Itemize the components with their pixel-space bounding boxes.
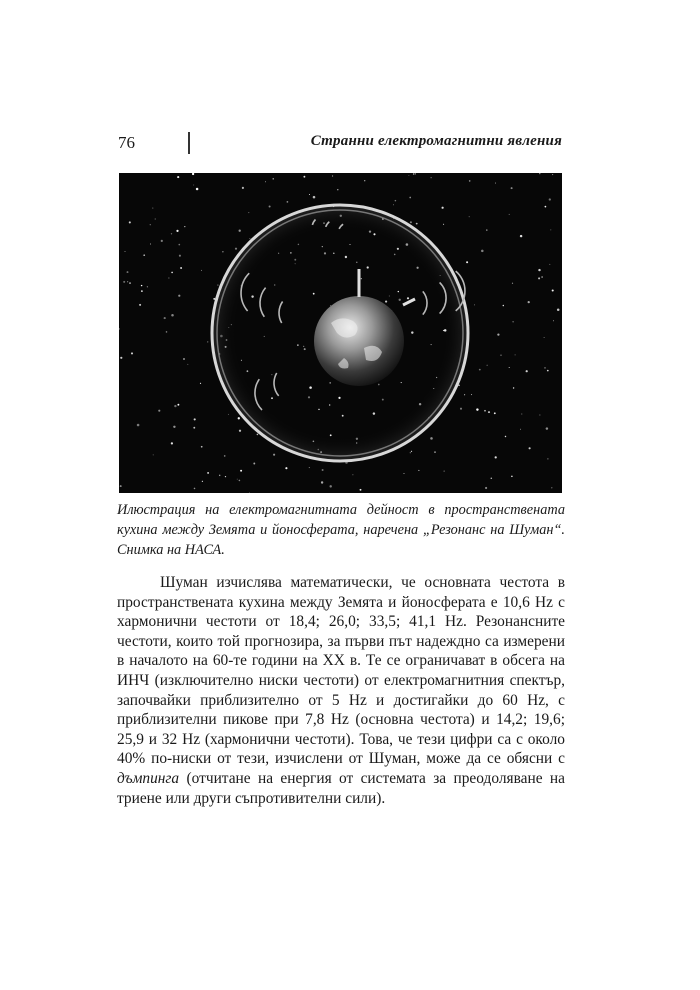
star (416, 223, 418, 225)
star (120, 485, 122, 487)
star (322, 469, 324, 471)
star (393, 204, 394, 205)
star (495, 183, 496, 184)
star (285, 467, 287, 469)
star (127, 281, 128, 282)
star (153, 454, 154, 455)
star (269, 205, 271, 207)
star (237, 479, 238, 480)
body-emphasis: дъмпинга (117, 769, 180, 787)
star (479, 369, 481, 371)
star (131, 352, 133, 354)
star (150, 224, 151, 225)
star (248, 212, 249, 213)
star (410, 221, 412, 223)
star (549, 264, 550, 265)
star (418, 470, 419, 471)
star (183, 358, 185, 360)
star (442, 207, 444, 209)
header-divider (188, 132, 190, 154)
star (273, 178, 274, 179)
star (553, 320, 554, 321)
star (511, 476, 512, 477)
star (503, 305, 505, 307)
star (158, 410, 160, 412)
star (544, 337, 545, 338)
star (207, 472, 209, 474)
star (192, 173, 194, 175)
star (124, 251, 125, 252)
star (521, 413, 522, 414)
star (395, 200, 397, 202)
star (129, 221, 131, 223)
star (171, 272, 173, 274)
star (549, 198, 551, 200)
body-text-start: Шуман изчислява математически, че основната честота в пространствената кухина между Земята и йоносферата е 10,6 Hz с хармонични честоти от 18,4; 26,0; 33,5; 41,1 Hz. Резонансните честоти, които той прогнозира, за първи път надеждно са измерени в началото на 60-те години на XX в. Те се ограничават в обсега на ИНЧ (изключително ниски честоти) от електромагнитния спектър, започвайки приблизително от 5 Hz и достигайки до 60 Hz, с приблизителни пикове при 7,8 Hz (основна честота) и 14,2; 19,6; 25,9 и 32 Hz (хармонични честоти). Това, че тези цифри са с около 40% по-ниски от тези, изчислени от Шуман, може да се обясни с (117, 574, 565, 768)
star (487, 365, 488, 366)
star (434, 451, 435, 452)
star (207, 341, 208, 342)
star (329, 485, 331, 487)
star (469, 216, 470, 217)
star (123, 281, 125, 283)
star (552, 174, 553, 175)
figure-earth-resonance (119, 173, 562, 493)
star (257, 434, 259, 436)
star (545, 206, 547, 208)
star (179, 255, 181, 257)
star (513, 387, 514, 388)
star (474, 304, 475, 305)
star (141, 285, 142, 286)
star (497, 333, 499, 335)
star (194, 488, 196, 490)
running-head: Странни електромагнитни явления (310, 133, 562, 149)
star (137, 424, 140, 427)
star (544, 367, 545, 368)
star (546, 427, 548, 429)
star (541, 276, 543, 278)
star (413, 173, 415, 175)
star (410, 452, 411, 453)
page-number: 76 (118, 133, 135, 152)
star (177, 176, 179, 178)
star (287, 201, 289, 203)
earth-icon (314, 296, 404, 386)
star (332, 175, 333, 176)
star (460, 408, 462, 410)
star (515, 354, 516, 355)
star (495, 456, 497, 458)
star (529, 447, 531, 449)
star (253, 463, 255, 465)
star (180, 267, 182, 269)
star (430, 437, 433, 440)
star (127, 271, 129, 273)
star (240, 470, 242, 472)
star (551, 487, 552, 488)
star (552, 289, 554, 291)
star (547, 458, 548, 459)
star (201, 270, 202, 271)
star (431, 177, 432, 178)
star (411, 451, 412, 452)
star (150, 243, 151, 244)
star (364, 180, 365, 181)
star (171, 233, 172, 234)
star (119, 328, 120, 330)
star (557, 308, 560, 311)
star (238, 417, 240, 419)
star (476, 408, 478, 410)
star (309, 467, 310, 468)
star (222, 251, 223, 252)
body-text-end: (отчитане на енергия от системата за преодоляване на триене или други съпротивителни сили). (117, 769, 565, 807)
star (201, 446, 203, 448)
star (313, 196, 316, 199)
star (485, 487, 487, 489)
star (239, 430, 241, 432)
star (184, 226, 185, 227)
star (187, 364, 188, 365)
star (444, 471, 445, 472)
star (171, 314, 174, 317)
star (352, 474, 353, 475)
star (505, 436, 506, 437)
star (139, 304, 141, 306)
star (147, 286, 148, 287)
star (337, 189, 338, 190)
star (152, 208, 153, 209)
star (249, 238, 250, 239)
star (409, 197, 411, 199)
star (309, 194, 310, 195)
star (471, 394, 472, 395)
star (464, 394, 465, 395)
body-paragraph (117, 573, 565, 808)
star (161, 240, 163, 242)
star (143, 254, 145, 256)
star (178, 295, 180, 297)
star (520, 235, 522, 237)
star (486, 229, 487, 230)
star (512, 321, 513, 322)
star (303, 176, 305, 178)
star (176, 230, 178, 232)
star (550, 229, 551, 230)
star (538, 269, 540, 271)
star (484, 410, 486, 412)
star (511, 187, 513, 189)
star (360, 489, 362, 491)
star (194, 418, 196, 420)
star (129, 282, 131, 284)
star (539, 415, 540, 416)
star (488, 411, 490, 413)
star (491, 477, 493, 479)
star (408, 175, 409, 176)
star (273, 454, 275, 456)
star (219, 475, 220, 476)
star (415, 173, 416, 174)
star (539, 173, 540, 174)
star (224, 455, 226, 457)
star (512, 283, 513, 284)
star (166, 331, 168, 333)
star (494, 412, 496, 414)
star (168, 278, 169, 279)
star (538, 277, 540, 279)
star (155, 218, 156, 219)
star (520, 429, 521, 430)
star (200, 383, 201, 384)
star (242, 187, 244, 189)
star (193, 427, 195, 429)
star (178, 244, 180, 246)
star (193, 185, 194, 186)
star (526, 370, 528, 372)
star (171, 442, 173, 444)
star (141, 290, 143, 292)
star (196, 188, 199, 191)
star (235, 248, 237, 250)
star (202, 481, 203, 482)
star (481, 250, 484, 253)
star (228, 414, 229, 415)
star (509, 214, 510, 215)
star (528, 301, 530, 303)
star (120, 357, 122, 359)
star (404, 473, 405, 474)
star (217, 285, 218, 286)
star (466, 261, 468, 263)
star (239, 480, 241, 482)
star (321, 481, 323, 483)
star (164, 317, 166, 319)
star (500, 355, 501, 356)
figure-caption: Илюстрация на електромагнитната дейност в пространствената кухина между Земята и йоносферата, наречена „Резонанс на Шуман“. Снимка на НАСА. (117, 502, 565, 558)
star (177, 404, 179, 406)
earth-resonance-illustration (119, 173, 562, 493)
star (443, 224, 444, 225)
star (509, 367, 510, 368)
star (547, 370, 549, 372)
star (239, 230, 241, 232)
star (469, 180, 471, 182)
star (265, 181, 266, 182)
star (249, 492, 250, 493)
star (174, 405, 176, 407)
star (173, 426, 175, 428)
star (225, 476, 226, 477)
